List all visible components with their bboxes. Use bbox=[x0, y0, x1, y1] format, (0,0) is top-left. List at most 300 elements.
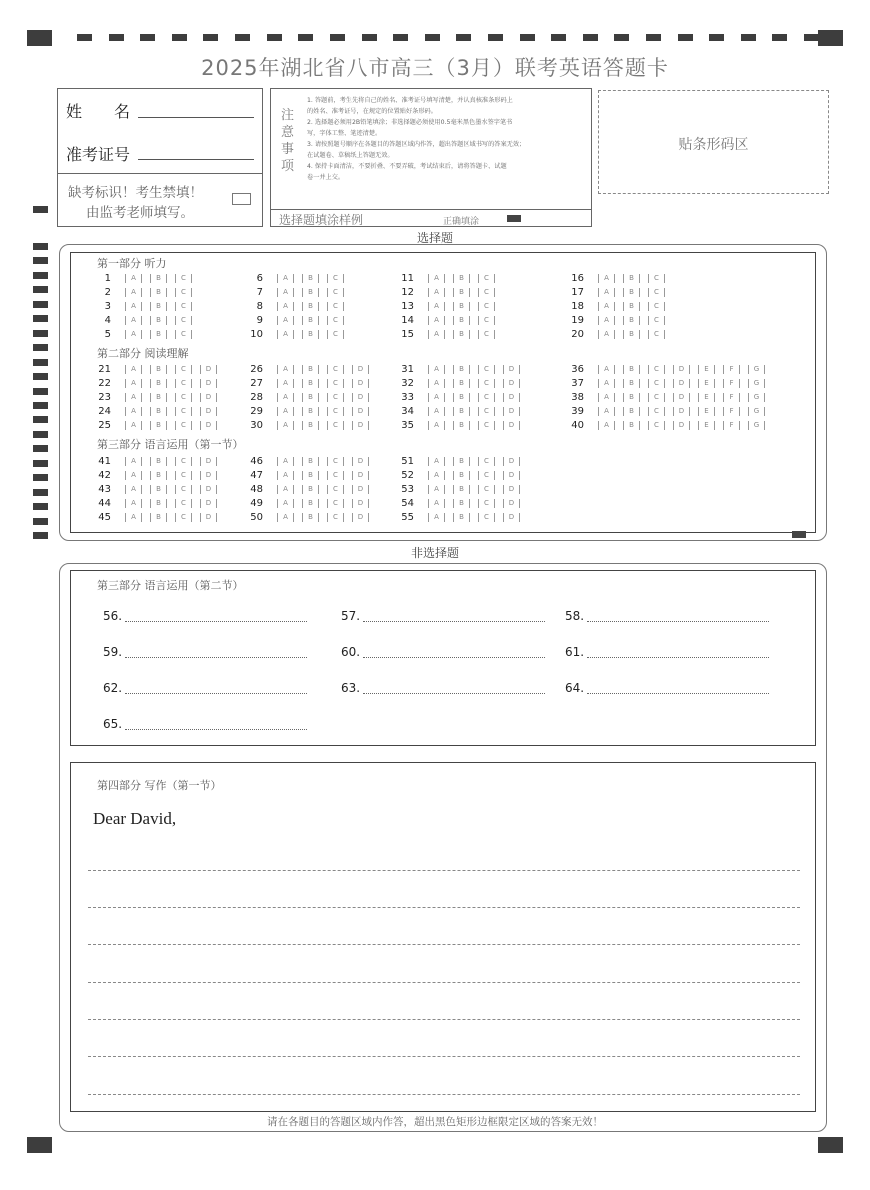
option-bubble[interactable]: F bbox=[723, 365, 740, 374]
option-bubble[interactable]: D bbox=[200, 407, 217, 416]
writing-area bbox=[70, 762, 816, 1112]
option-bubble[interactable]: C bbox=[175, 274, 192, 283]
timing-mark bbox=[140, 34, 155, 41]
option-bubble[interactable]: B bbox=[302, 316, 319, 325]
option-bubble[interactable]: C bbox=[175, 330, 192, 339]
option-bubble[interactable]: B bbox=[623, 302, 640, 311]
option-bubble[interactable]: B bbox=[302, 302, 319, 311]
option-bubble[interactable]: C bbox=[648, 379, 665, 388]
absent-mark-box[interactable] bbox=[232, 193, 251, 205]
blank-answer-line[interactable] bbox=[587, 657, 769, 658]
fill-blank-area bbox=[70, 570, 816, 746]
option-bubble[interactable]: C bbox=[478, 513, 495, 522]
part4-title: 第四部分 写作（第一节） bbox=[97, 779, 222, 792]
option-bubble[interactable]: D bbox=[673, 365, 690, 374]
option-bubble[interactable]: B bbox=[453, 421, 470, 430]
blank-answer-line[interactable] bbox=[125, 621, 307, 622]
option-bubble[interactable]: A bbox=[125, 421, 142, 430]
question-number: 9 bbox=[256, 315, 263, 326]
option-bubble[interactable]: C bbox=[175, 288, 192, 297]
option-bubble[interactable]: C bbox=[175, 421, 192, 430]
option-bubble[interactable]: C bbox=[327, 421, 344, 430]
writing-line[interactable] bbox=[88, 1094, 800, 1095]
notice-items bbox=[307, 95, 587, 183]
option-bubble[interactable]: B bbox=[623, 330, 640, 339]
option-bubble[interactable]: C bbox=[478, 457, 495, 466]
option-bubble[interactable]: C bbox=[327, 365, 344, 374]
option-bubble[interactable]: C bbox=[175, 379, 192, 388]
option-bubble[interactable]: C bbox=[648, 421, 665, 430]
option-bubble[interactable]: A bbox=[125, 457, 142, 466]
part2-title: 第二部分 阅读理解 bbox=[97, 347, 189, 360]
writing-line[interactable] bbox=[88, 944, 800, 945]
option-bubble[interactable]: C bbox=[648, 330, 665, 339]
option-bubble[interactable]: B bbox=[302, 485, 319, 494]
option-bubble[interactable]: B bbox=[150, 393, 167, 402]
option-bubble[interactable]: A bbox=[277, 302, 294, 311]
option-bubble[interactable]: D bbox=[503, 407, 520, 416]
option-bubble[interactable]: C bbox=[648, 407, 665, 416]
option-bubble[interactable]: A bbox=[598, 421, 615, 430]
option-bubble[interactable]: C bbox=[648, 288, 665, 297]
option-bubble[interactable]: B bbox=[150, 471, 167, 480]
option-bubble[interactable]: C bbox=[478, 421, 495, 430]
option-bubble[interactable]: A bbox=[428, 288, 445, 297]
option-bubble[interactable]: A bbox=[125, 288, 142, 297]
option-bubble[interactable]: A bbox=[598, 393, 615, 402]
option-bubble[interactable]: B bbox=[453, 393, 470, 402]
option-bubble[interactable]: E bbox=[698, 365, 715, 374]
option-bubble[interactable]: D bbox=[352, 365, 369, 374]
blank-answer-line[interactable] bbox=[125, 657, 307, 658]
option-bubble[interactable]: D bbox=[673, 407, 690, 416]
blank-answer-line[interactable] bbox=[587, 693, 769, 694]
option-bubble[interactable]: D bbox=[352, 499, 369, 508]
option-bubble[interactable]: D bbox=[352, 379, 369, 388]
option-bubble[interactable]: D bbox=[352, 513, 369, 522]
absent-line-2: 由监考老师填写。 bbox=[86, 205, 194, 221]
option-bubble[interactable]: B bbox=[150, 274, 167, 283]
option-bubble[interactable]: D bbox=[200, 393, 217, 402]
option-bubble[interactable]: B bbox=[150, 407, 167, 416]
option-bubble[interactable]: B bbox=[150, 457, 167, 466]
option-bubble[interactable]: B bbox=[453, 316, 470, 325]
blank-number: 57. bbox=[341, 609, 361, 623]
question-number: 36 bbox=[571, 364, 584, 375]
notice-item: 1. 答题前，考生先将自己的姓名、准考证号填写清楚，并认真核准条形码上 bbox=[307, 97, 513, 104]
option-bubble[interactable]: B bbox=[150, 379, 167, 388]
option-bubble[interactable]: B bbox=[150, 365, 167, 374]
question-number: 52 bbox=[401, 470, 414, 481]
option-bubble[interactable]: C bbox=[327, 457, 344, 466]
blank-answer-line[interactable] bbox=[587, 621, 769, 622]
option-bubble[interactable]: B bbox=[302, 274, 319, 283]
option-bubble[interactable]: B bbox=[453, 499, 470, 508]
option-bubble[interactable]: C bbox=[648, 302, 665, 311]
option-bubble[interactable]: B bbox=[302, 407, 319, 416]
option-bubble[interactable]: A bbox=[428, 379, 445, 388]
option-bubble[interactable]: C bbox=[175, 457, 192, 466]
option-bubble[interactable]: G bbox=[748, 421, 765, 430]
option-bubble[interactable]: B bbox=[302, 471, 319, 480]
option-bubble[interactable]: A bbox=[277, 379, 294, 388]
question-number: 31 bbox=[401, 364, 414, 375]
option-bubble[interactable]: C bbox=[478, 379, 495, 388]
option-bubble[interactable]: A bbox=[598, 288, 615, 297]
option-bubble[interactable]: A bbox=[598, 274, 615, 283]
option-bubble[interactable]: A bbox=[428, 421, 445, 430]
option-bubble[interactable]: G bbox=[748, 393, 765, 402]
option-bubble[interactable]: A bbox=[428, 499, 445, 508]
option-bubble[interactable]: C bbox=[327, 302, 344, 311]
option-bubble[interactable]: A bbox=[277, 471, 294, 480]
option-bubble[interactable]: A bbox=[428, 485, 445, 494]
timing-mark bbox=[33, 388, 48, 395]
option-bubble[interactable]: A bbox=[125, 485, 142, 494]
question-number: 53 bbox=[401, 484, 414, 495]
blank-number: 59. bbox=[103, 645, 123, 659]
option-bubble[interactable]: B bbox=[453, 330, 470, 339]
option-bubble[interactable]: D bbox=[503, 499, 520, 508]
option-bubble[interactable]: C bbox=[478, 499, 495, 508]
question-number: 28 bbox=[250, 392, 263, 403]
notice-item: 3. 请按照题号顺序在各题目的答题区域内作答，超出答题区域书写的答案无效； bbox=[307, 141, 526, 148]
notice-item: 写，字体工整、笔迹清楚。 bbox=[307, 130, 382, 137]
timing-mark bbox=[33, 489, 48, 496]
option-bubble[interactable]: C bbox=[327, 407, 344, 416]
option-bubble[interactable]: D bbox=[673, 421, 690, 430]
option-bubble[interactable]: B bbox=[453, 379, 470, 388]
option-bubble[interactable]: C bbox=[478, 393, 495, 402]
option-bubble[interactable]: A bbox=[428, 393, 445, 402]
option-bubble[interactable]: D bbox=[200, 485, 217, 494]
timing-mark bbox=[709, 34, 724, 41]
option-bubble[interactable]: D bbox=[200, 421, 217, 430]
option-bubble[interactable]: D bbox=[673, 379, 690, 388]
option-bubble[interactable]: C bbox=[175, 513, 192, 522]
option-bubble[interactable]: C bbox=[175, 499, 192, 508]
blank-answer-line[interactable] bbox=[363, 657, 545, 658]
option-bubble[interactable]: C bbox=[327, 379, 344, 388]
option-bubble[interactable]: B bbox=[453, 288, 470, 297]
option-bubble[interactable]: C bbox=[327, 330, 344, 339]
question-number: 12 bbox=[401, 287, 414, 298]
student-info-box bbox=[57, 88, 263, 227]
notice-item: 卷一并上交。 bbox=[307, 174, 345, 181]
name-field[interactable] bbox=[138, 117, 254, 118]
option-bubble[interactable]: C bbox=[478, 330, 495, 339]
option-bubble[interactable]: A bbox=[598, 302, 615, 311]
option-bubble[interactable]: B bbox=[453, 513, 470, 522]
timing-mark bbox=[172, 34, 187, 41]
corner-mark-top-left bbox=[27, 30, 52, 46]
option-bubble[interactable]: D bbox=[200, 471, 217, 480]
option-bubble[interactable]: B bbox=[302, 393, 319, 402]
correct-fill-label: 正确填涂 bbox=[443, 217, 480, 227]
timing-mark bbox=[267, 34, 282, 41]
option-bubble[interactable]: C bbox=[175, 393, 192, 402]
option-bubble[interactable]: D bbox=[503, 471, 520, 480]
choice-section-header: 选择题 bbox=[416, 231, 453, 245]
option-bubble[interactable]: C bbox=[327, 393, 344, 402]
option-bubble[interactable]: B bbox=[150, 316, 167, 325]
timing-mark bbox=[33, 359, 48, 366]
option-bubble[interactable]: B bbox=[302, 421, 319, 430]
timing-mark bbox=[772, 34, 787, 41]
part1-title: 第一部分 听力 bbox=[97, 257, 167, 270]
option-bubble[interactable]: A bbox=[277, 421, 294, 430]
notice-item: 4. 保持卡面清洁，不要折叠、不要弄破，考试结束后，请将答题卡、试题 bbox=[307, 163, 507, 170]
question-number: 48 bbox=[250, 484, 263, 495]
option-bubble[interactable]: E bbox=[698, 421, 715, 430]
option-bubble[interactable]: A bbox=[277, 288, 294, 297]
option-bubble[interactable]: F bbox=[723, 393, 740, 402]
part3b-title: 第三部分 语言运用（第二节） bbox=[97, 579, 244, 592]
option-bubble[interactable]: C bbox=[175, 365, 192, 374]
option-bubble[interactable]: D bbox=[352, 457, 369, 466]
option-bubble[interactable]: A bbox=[125, 407, 142, 416]
option-bubble[interactable]: A bbox=[277, 407, 294, 416]
option-bubble[interactable]: A bbox=[277, 316, 294, 325]
option-bubble[interactable]: A bbox=[428, 330, 445, 339]
option-bubble[interactable]: F bbox=[723, 379, 740, 388]
option-bubble[interactable]: A bbox=[125, 274, 142, 283]
option-bubble[interactable]: C bbox=[327, 288, 344, 297]
option-bubble[interactable]: B bbox=[453, 485, 470, 494]
option-bubble[interactable]: A bbox=[598, 316, 615, 325]
option-bubble[interactable]: C bbox=[175, 407, 192, 416]
option-bubble[interactable]: D bbox=[503, 421, 520, 430]
option-bubble[interactable]: B bbox=[623, 288, 640, 297]
option-bubble[interactable]: A bbox=[277, 365, 294, 374]
option-bubble[interactable]: B bbox=[453, 471, 470, 480]
option-bubble[interactable]: C bbox=[327, 274, 344, 283]
barcode-label: 贴条形码区 bbox=[678, 137, 749, 153]
option-bubble[interactable]: C bbox=[648, 274, 665, 283]
option-bubble[interactable]: B bbox=[302, 379, 319, 388]
option-bubble[interactable]: A bbox=[125, 499, 142, 508]
option-bubble[interactable]: B bbox=[453, 274, 470, 283]
option-bubble[interactable]: B bbox=[150, 302, 167, 311]
option-bubble[interactable]: C bbox=[648, 365, 665, 374]
question-number: 41 bbox=[98, 456, 111, 467]
option-bubble[interactable]: B bbox=[150, 499, 167, 508]
option-bubble[interactable]: D bbox=[673, 393, 690, 402]
option-bubble[interactable]: A bbox=[277, 499, 294, 508]
option-bubble[interactable]: C bbox=[478, 274, 495, 283]
option-bubble[interactable]: B bbox=[623, 379, 640, 388]
option-bubble[interactable]: A bbox=[125, 393, 142, 402]
option-bubble[interactable]: D bbox=[352, 485, 369, 494]
option-bubble[interactable]: C bbox=[478, 407, 495, 416]
writing-line[interactable] bbox=[88, 1019, 800, 1020]
option-bubble[interactable]: A bbox=[125, 379, 142, 388]
timing-mark bbox=[203, 34, 218, 41]
option-bubble[interactable]: B bbox=[150, 513, 167, 522]
option-bubble[interactable]: C bbox=[327, 499, 344, 508]
option-bubble[interactable]: G bbox=[748, 407, 765, 416]
option-bubble[interactable]: D bbox=[200, 457, 217, 466]
question-number: 46 bbox=[250, 456, 263, 467]
blank-answer-line[interactable] bbox=[363, 693, 545, 694]
option-bubble[interactable]: C bbox=[648, 393, 665, 402]
choice-answer-area bbox=[70, 252, 816, 533]
option-bubble[interactable]: C bbox=[478, 288, 495, 297]
option-bubble[interactable]: B bbox=[453, 407, 470, 416]
notice-item: 2. 选择题必须用2B铅笔填涂；非选择题必须使用0.5毫米黑色墨水签字笔书 bbox=[307, 119, 513, 126]
option-bubble[interactable]: G bbox=[748, 365, 765, 374]
option-bubble[interactable]: C bbox=[175, 485, 192, 494]
blank-number: 62. bbox=[103, 681, 123, 695]
option-bubble[interactable]: D bbox=[200, 499, 217, 508]
option-bubble[interactable]: E bbox=[698, 379, 715, 388]
option-bubble[interactable]: A bbox=[125, 316, 142, 325]
corner-mark-top-right bbox=[818, 30, 843, 46]
question-number: 20 bbox=[571, 329, 584, 340]
writing-line[interactable] bbox=[88, 982, 800, 983]
blank-number: 64. bbox=[565, 681, 585, 695]
option-bubble[interactable]: A bbox=[598, 330, 615, 339]
option-bubble[interactable]: A bbox=[125, 365, 142, 374]
option-bubble[interactable]: C bbox=[478, 485, 495, 494]
option-bubble[interactable]: B bbox=[150, 485, 167, 494]
option-bubble[interactable]: B bbox=[302, 330, 319, 339]
option-bubble[interactable]: B bbox=[150, 288, 167, 297]
option-bubble[interactable]: B bbox=[623, 365, 640, 374]
timing-mark bbox=[488, 34, 503, 41]
option-bubble[interactable]: B bbox=[302, 513, 319, 522]
timing-mark bbox=[33, 272, 48, 279]
option-bubble[interactable]: D bbox=[352, 407, 369, 416]
option-bubble[interactable]: A bbox=[428, 457, 445, 466]
option-bubble[interactable]: B bbox=[453, 457, 470, 466]
option-bubble[interactable]: A bbox=[598, 379, 615, 388]
option-bubble[interactable]: C bbox=[175, 316, 192, 325]
option-bubble[interactable]: D bbox=[503, 393, 520, 402]
option-bubble[interactable]: C bbox=[478, 316, 495, 325]
option-bubble[interactable]: B bbox=[302, 365, 319, 374]
option-bubble[interactable]: C bbox=[478, 471, 495, 480]
option-bubble[interactable]: C bbox=[175, 471, 192, 480]
option-bubble[interactable]: C bbox=[478, 365, 495, 374]
option-bubble[interactable]: A bbox=[277, 485, 294, 494]
option-bubble[interactable]: D bbox=[503, 379, 520, 388]
option-bubble[interactable]: A bbox=[428, 316, 445, 325]
timing-mark bbox=[425, 34, 440, 41]
option-bubble[interactable]: B bbox=[453, 365, 470, 374]
blank-answer-line[interactable] bbox=[363, 621, 545, 622]
option-bubble[interactable]: B bbox=[623, 393, 640, 402]
question-number: 51 bbox=[401, 456, 414, 467]
option-bubble[interactable]: B bbox=[150, 330, 167, 339]
option-bubble[interactable]: A bbox=[598, 365, 615, 374]
info-divider bbox=[58, 173, 262, 174]
option-bubble[interactable]: C bbox=[327, 471, 344, 480]
option-bubble[interactable]: D bbox=[503, 513, 520, 522]
option-bubble[interactable]: G bbox=[748, 379, 765, 388]
option-bubble[interactable]: B bbox=[623, 407, 640, 416]
option-bubble[interactable]: A bbox=[428, 302, 445, 311]
option-bubble[interactable]: A bbox=[277, 274, 294, 283]
option-bubble[interactable]: A bbox=[277, 457, 294, 466]
option-bubble[interactable]: B bbox=[150, 421, 167, 430]
option-bubble[interactable]: A bbox=[277, 330, 294, 339]
option-bubble[interactable]: E bbox=[698, 393, 715, 402]
option-bubble[interactable]: A bbox=[598, 407, 615, 416]
option-bubble[interactable]: D bbox=[352, 471, 369, 480]
option-bubble[interactable]: D bbox=[503, 485, 520, 494]
question-number: 25 bbox=[98, 420, 111, 431]
option-bubble[interactable]: A bbox=[428, 513, 445, 522]
option-bubble[interactable]: C bbox=[478, 302, 495, 311]
option-bubble[interactable]: F bbox=[723, 407, 740, 416]
option-bubble[interactable]: C bbox=[327, 316, 344, 325]
option-bubble[interactable]: E bbox=[698, 407, 715, 416]
question-number: 33 bbox=[401, 392, 414, 403]
option-bubble[interactable]: A bbox=[125, 471, 142, 480]
writing-line[interactable] bbox=[88, 1056, 800, 1057]
blank-answer-line[interactable] bbox=[125, 693, 307, 694]
option-bubble[interactable]: B bbox=[302, 288, 319, 297]
writing-line[interactable] bbox=[88, 907, 800, 908]
option-bubble[interactable]: C bbox=[327, 485, 344, 494]
option-bubble[interactable]: C bbox=[327, 513, 344, 522]
option-bubble[interactable]: B bbox=[302, 457, 319, 466]
question-number: 43 bbox=[98, 484, 111, 495]
notice-item: 的姓名、准考证号，在规定的位置贴好条形码。 bbox=[307, 108, 437, 115]
question-number: 14 bbox=[401, 315, 414, 326]
timing-mark bbox=[33, 431, 48, 438]
option-bubble[interactable]: D bbox=[200, 513, 217, 522]
option-bubble[interactable]: A bbox=[428, 365, 445, 374]
corner-mark-choice bbox=[792, 531, 806, 538]
option-bubble[interactable]: A bbox=[428, 274, 445, 283]
option-bubble[interactable]: A bbox=[428, 407, 445, 416]
timing-mark bbox=[33, 344, 48, 351]
option-bubble[interactable]: D bbox=[503, 457, 520, 466]
option-bubble[interactable]: C bbox=[175, 302, 192, 311]
question-number: 39 bbox=[571, 406, 584, 417]
timing-mark bbox=[393, 34, 408, 41]
option-bubble[interactable]: D bbox=[200, 379, 217, 388]
option-bubble[interactable]: A bbox=[277, 513, 294, 522]
option-bubble[interactable]: D bbox=[503, 365, 520, 374]
writing-line[interactable] bbox=[88, 870, 800, 871]
option-bubble[interactable]: B bbox=[453, 302, 470, 311]
exam-id-label: 准考证号 bbox=[66, 145, 131, 164]
option-bubble[interactable]: D bbox=[352, 421, 369, 430]
option-bubble[interactable]: B bbox=[623, 274, 640, 283]
option-bubble[interactable]: A bbox=[125, 302, 142, 311]
option-bubble[interactable]: A bbox=[125, 330, 142, 339]
option-bubble[interactable]: D bbox=[352, 393, 369, 402]
name-label: 姓 名 bbox=[66, 102, 131, 121]
option-bubble[interactable]: A bbox=[277, 393, 294, 402]
question-number: 23 bbox=[98, 392, 111, 403]
timing-mark bbox=[33, 445, 48, 452]
exam-id-field[interactable] bbox=[138, 159, 254, 160]
option-bubble[interactable]: A bbox=[125, 513, 142, 522]
option-bubble[interactable]: C bbox=[648, 316, 665, 325]
blank-number: 61. bbox=[565, 645, 585, 659]
option-bubble[interactable]: B bbox=[623, 421, 640, 430]
option-bubble[interactable]: B bbox=[623, 316, 640, 325]
option-bubble[interactable]: A bbox=[428, 471, 445, 480]
option-bubble[interactable]: B bbox=[302, 499, 319, 508]
option-bubble[interactable]: D bbox=[200, 365, 217, 374]
option-bubble[interactable]: F bbox=[723, 421, 740, 430]
blank-answer-line[interactable] bbox=[125, 729, 307, 730]
